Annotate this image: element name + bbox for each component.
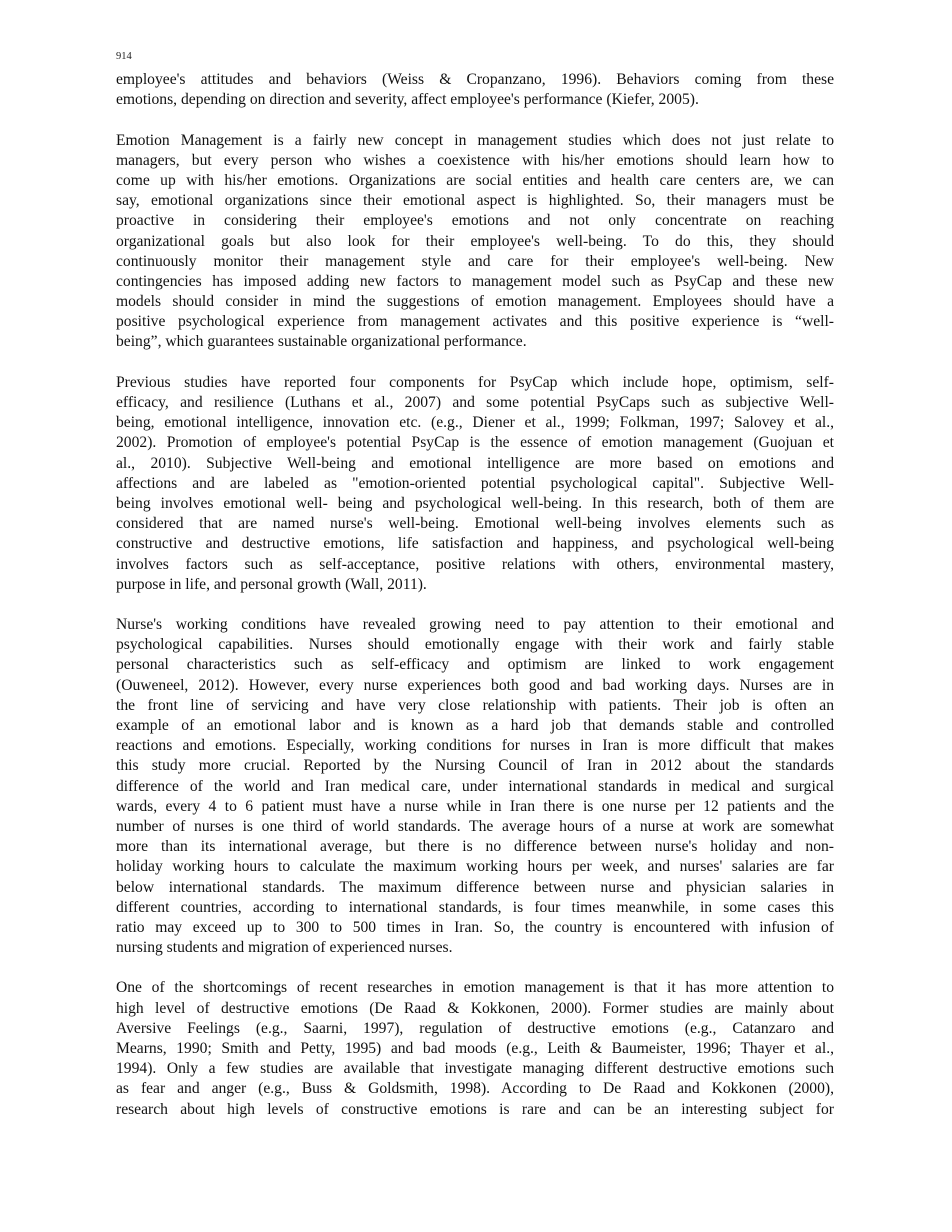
text-line: managers, but every person who wishes a coexistence with his/her emotions should learn how to xyxy=(116,151,834,169)
text-line: purpose in life, and personal growth (Wall, 2011). xyxy=(116,575,427,593)
text-line: this study more crucial. Reported by the Nursing Council of Iran in 2012 about the standards xyxy=(116,757,834,775)
text-line: difference of the world and Iran medical care, under international standards in medical and surgical xyxy=(116,777,834,795)
text-line: 2002). Promotion of employee's potential PsyCap is the essence of emotion management (Guojuan et xyxy=(116,434,834,452)
text-line: proactive in considering their employee's emotions and not only concentrate on reaching xyxy=(116,212,834,230)
text-line: psychological capabilities. Nurses should emotionally engage with their work and fairly stable xyxy=(116,636,834,654)
body-text xyxy=(116,70,834,1120)
text-line: different countries, according to international standards, is four times meanwhile, in some cases this xyxy=(116,898,834,916)
paragraph xyxy=(116,373,834,595)
paragraph xyxy=(116,615,834,958)
text-line: more than its international average, but there is no difference between nurse's holiday and non- xyxy=(116,838,834,856)
text-line: ratio may exceed up to 300 to 500 times in Iran. So, the country is encountered with infusion of xyxy=(116,918,834,936)
text-line: example of an emotional labor and is known as a hard job that demands stable and controlled xyxy=(116,717,834,734)
text-line: nursing students and migration of experienced nurses. xyxy=(116,939,453,957)
text-line: employee's attitudes and behaviors (Weiss & Cropanzano, 1996). Behaviors coming from these xyxy=(116,71,834,88)
text-line: positive psychological experience from management activates and this positive experience is “well- xyxy=(116,313,834,331)
text-line: wards, every 4 to 6 patient must have a nurse while in Iran there is one nurse per 12 patients and the xyxy=(116,797,834,815)
text-line: say, emotional organizations since their emotional aspect is highlighted. So, their managers must be xyxy=(116,192,834,210)
journal-page xyxy=(116,50,834,1140)
text-line: One of the shortcomings of recent researches in emotion management is that it has more attention to xyxy=(116,979,834,997)
text-line: high level of destructive emotions (De Raad & Kokkonen, 2000). Former studies are mainly about xyxy=(116,999,834,1017)
text-line: as fear and anger (e.g., Buss & Goldsmith, 1998). According to De Raad and Kokkonen (2000), xyxy=(116,1080,834,1098)
text-line: constructive and destructive emotions, life satisfaction and happiness, and psychological well-being xyxy=(116,535,834,553)
text-line: efficacy, and resilience (Luthans et al., 2007) and some potential PsyCaps such as subjective Well- xyxy=(116,394,834,411)
text-line: reactions and emotions. Especially, working conditions for nurses in Iran is more difficult that makes xyxy=(116,737,834,755)
text-line: contingencies has imposed adding new factors to management model such as PsyCap and these new xyxy=(116,272,834,290)
text-line: personal characteristics such as self-efficacy and optimism are linked to work engagement xyxy=(116,656,834,674)
text-line: come up with his/her emotions. Organizations are social entities and health care centers are, we can xyxy=(116,171,834,189)
text-line: organizational goals but also look for their employee's well-being. To do this, they should xyxy=(116,232,834,250)
text-line: 1994). Only a few studies are available that investigate managing different destructive emotions such xyxy=(116,1060,834,1078)
text-line: below international standards. The maximum difference between nurse and physician salaries in xyxy=(116,878,834,896)
text-line: Previous studies have reported four components for PsyCap which include hope, optimism, self- xyxy=(116,373,834,391)
text-line: Nurse's working conditions have revealed growing need to pay attention to their emotional and xyxy=(116,616,834,634)
paragraph xyxy=(116,978,834,1119)
text-line: holiday working hours to calculate the maximum working hours per week, and nurses' salaries are far xyxy=(116,858,834,876)
paragraph xyxy=(116,131,834,353)
text-line: research about high levels of constructive emotions is rare and can be an interesting subject for xyxy=(116,1100,834,1118)
text-line: being involves emotional well- being and psychological well-being. In this research, both of them are xyxy=(116,494,834,512)
text-line: being”, which guarantees sustainable organizational performance. xyxy=(116,333,527,351)
text-line: number of nurses is one third of world standards. The average hours of a nurse at work are somewhat xyxy=(116,817,834,835)
text-line: models should consider in mind the suggestions of emotion management. Employees should have a xyxy=(116,293,834,311)
text-line: Aversive Feelings (e.g., Saarni, 1997), regulation of destructive emotions (e.g., Catanzaro and xyxy=(116,1019,834,1037)
text-line: emotions, depending on direction and severity, affect employee's performance (Kiefer, 2005). xyxy=(116,91,699,109)
text-line: the front line of servicing and have very close relationship with patients. Their job is often an xyxy=(116,696,834,714)
text-line: Emotion Management is a fairly new concept in management studies which does not just relate to xyxy=(116,131,834,149)
text-line: being, emotional intelligence, innovation etc. (e.g., Diener et al., 1999; Folkman, 1997; Salovey et al., xyxy=(116,414,834,432)
text-line: continuously monitor their management style and care for their employee's well-being. New xyxy=(116,252,834,270)
text-line: involves factors such as self-acceptance, positive relations with others, environmental mastery, xyxy=(116,555,834,573)
text-line: affections and are labeled as "emotion-oriented potential psychological capital". Subjective Well- xyxy=(116,474,834,492)
text-line: considered that are named nurse's well-being. Emotional well-being involves elements such as xyxy=(116,515,834,533)
paragraph xyxy=(116,70,834,110)
text-line: (Ouweneel, 2012). However, every nurse experiences both good and bad working days. Nurses are in xyxy=(116,676,834,694)
page-number: 914 xyxy=(116,51,132,62)
text-line: Mearns, 1990; Smith and Petty, 1995) and bad moods (e.g., Leith & Baumeister, 1996; Thayer et al., xyxy=(116,1040,834,1057)
text-line: al., 2010). Subjective Well-being and emotional intelligence are more based on emotions and xyxy=(116,454,834,472)
